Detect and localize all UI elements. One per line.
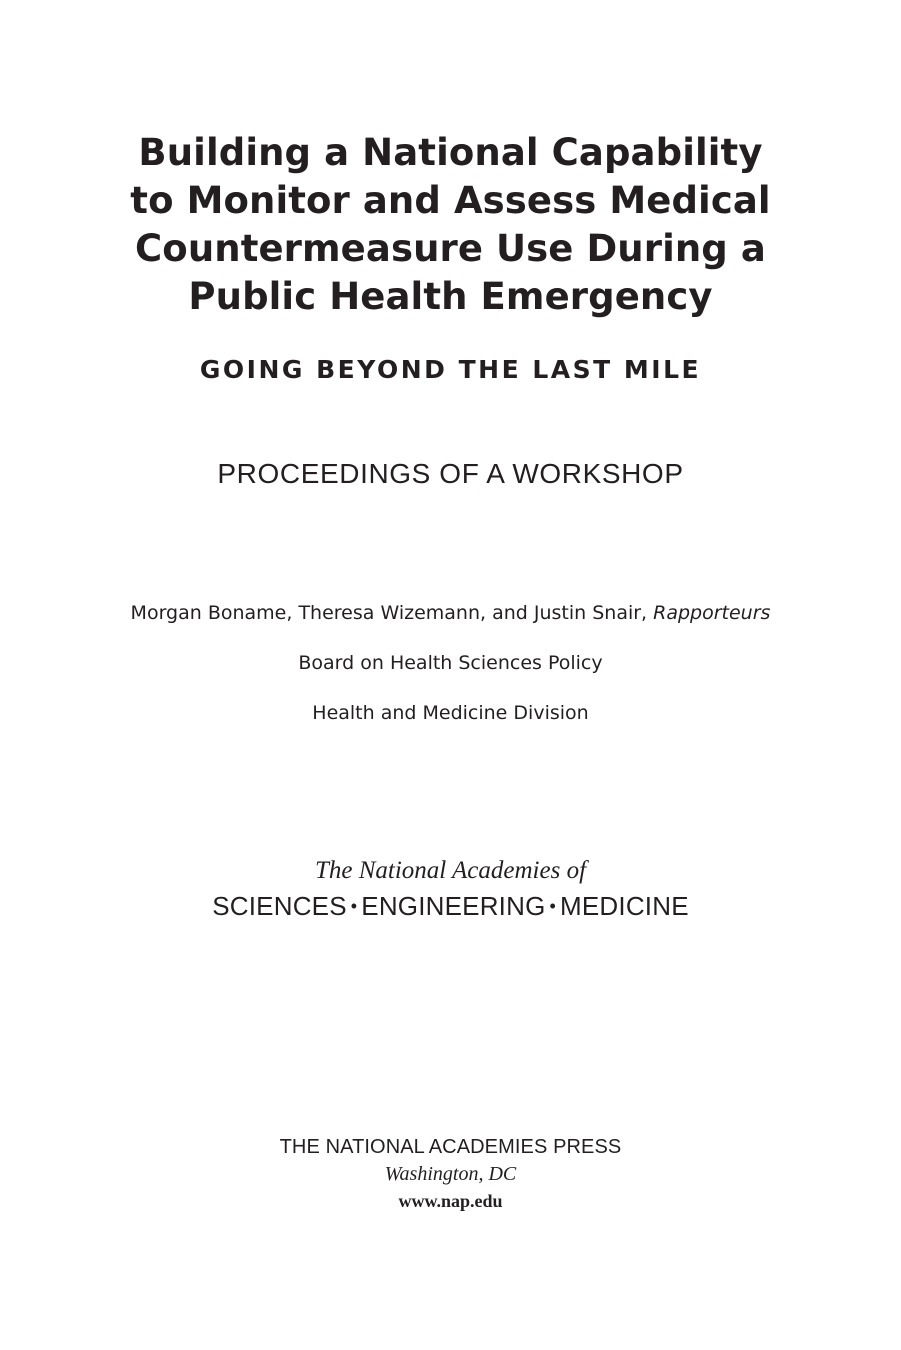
logo-separator-1: •	[350, 896, 358, 916]
title-line-1: Building a National Capability	[138, 131, 763, 174]
book-title	[0, 129, 901, 321]
series-label: PROCEEDINGS OF A WORKSHOP	[217, 458, 684, 489]
book-subtitle: GOING BEYOND THE LAST MILE	[199, 355, 702, 384]
publisher-url: www.nap.edu	[398, 1191, 503, 1211]
publisher-city: Washington, DC	[384, 1163, 517, 1185]
logo-word-medicine: MEDICINE	[560, 891, 689, 921]
logo-word-engineering: ENGINEERING	[361, 891, 546, 921]
logo-word-sciences: SCIENCES	[212, 891, 347, 921]
rapporteur-names: Morgan Boname, Theresa Wizemann, and Justin Snair,	[130, 602, 648, 624]
publisher-block	[0, 1134, 901, 1214]
rapporteurs-line	[0, 600, 901, 626]
logo-separator-2: •	[549, 896, 557, 916]
logo-bottom-line	[0, 889, 901, 926]
board-name: Board on Health Sciences Policy	[298, 652, 603, 674]
national-academies-logo	[0, 855, 901, 926]
publisher-name: THE NATIONAL ACADEMIES PRESS	[279, 1136, 622, 1158]
rapporteur-role: Rapporteurs	[653, 602, 771, 624]
title-line-3: Countermeasure Use During a	[135, 227, 766, 270]
title-line-4: Public Health Emergency	[188, 275, 713, 318]
title-line-2: to Monitor and Assess Medical	[130, 179, 771, 222]
division-name: Health and Medicine Division	[312, 702, 589, 724]
logo-top-line: The National Academies of	[314, 857, 587, 884]
